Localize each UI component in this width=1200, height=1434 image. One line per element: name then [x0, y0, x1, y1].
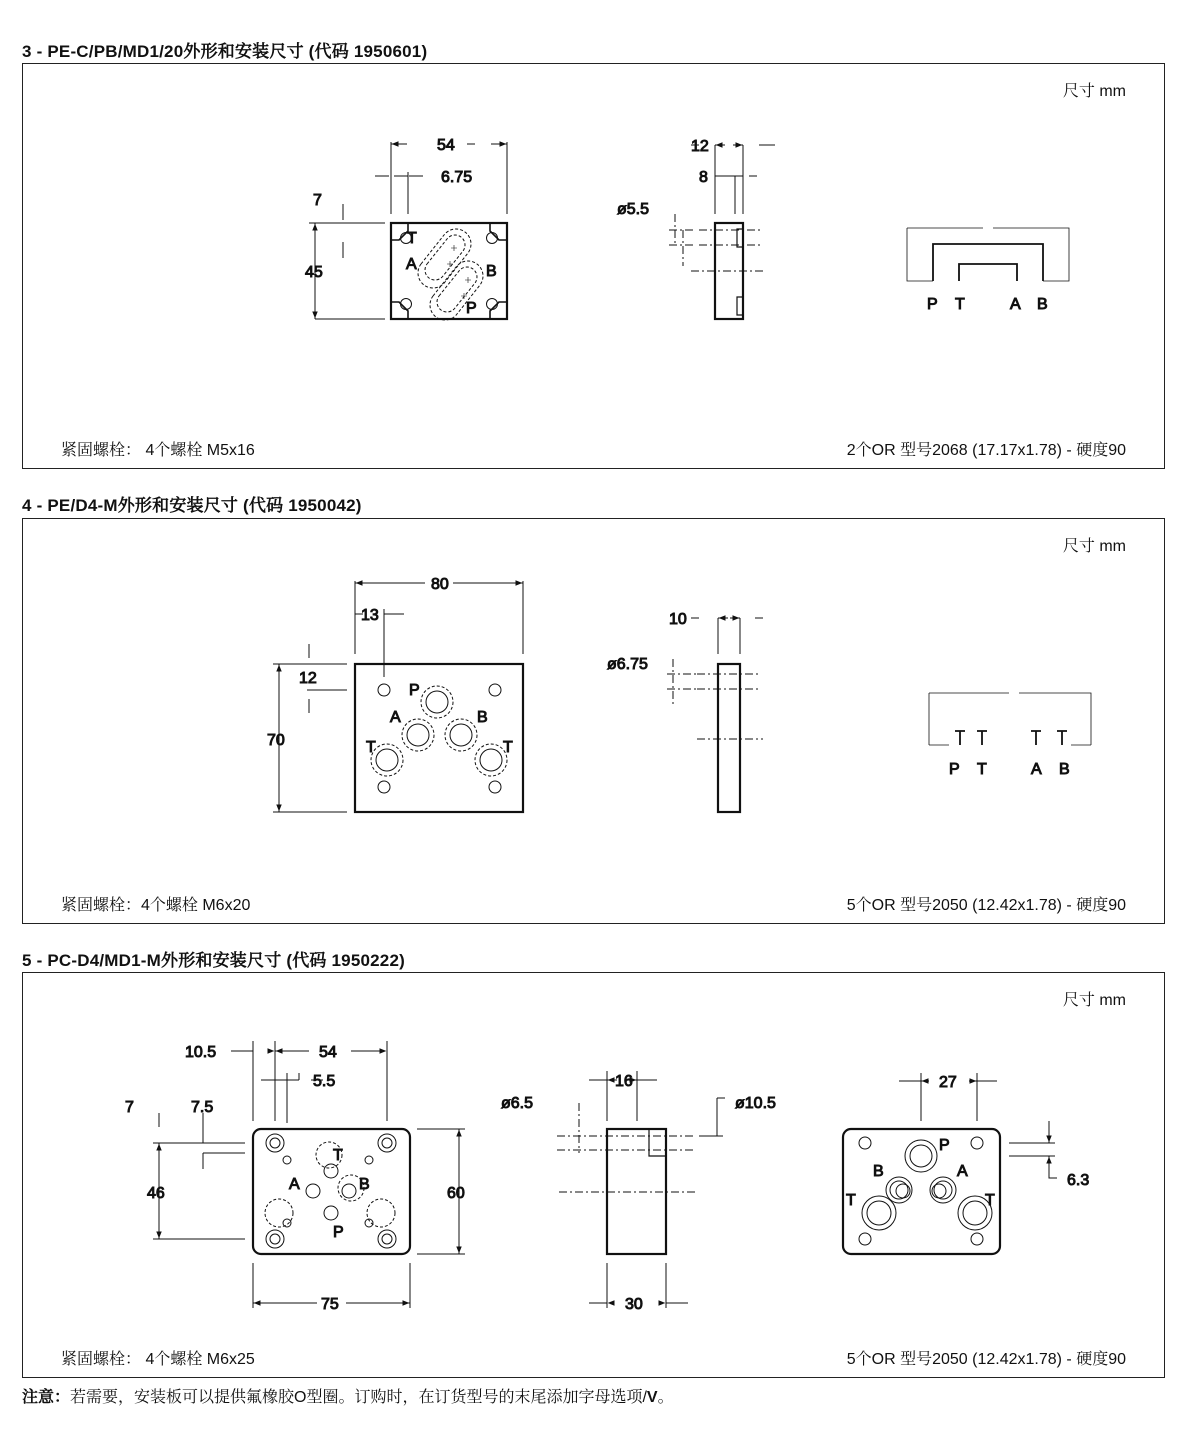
section-4-title: 4 - PE/D4-M外形和安装尺寸 (代码 1950042) [22, 496, 362, 515]
schematic-port-b: B [1037, 296, 1048, 313]
port-b: B [486, 263, 497, 280]
port-a: A [390, 709, 401, 726]
note-end: 。 [657, 1389, 674, 1406]
unit-label: 尺寸 mm [1062, 992, 1126, 1009]
dim-dia2: ø10.5 [735, 1095, 776, 1112]
schematic-port-a: A [1010, 296, 1021, 313]
port-right-a: A [957, 1163, 968, 1180]
port-right-b: B [873, 1163, 884, 1180]
dim-dia: ø6.75 [607, 656, 648, 673]
oring-spec: 5个OR 型号2050 (12.42x1.78) - 硬度90 [846, 1351, 1126, 1368]
section-4-drawing [23, 519, 1166, 925]
schematic-port-p: P [927, 296, 938, 313]
dim-width: 54 [437, 137, 455, 154]
bolts-spec: 紧固螺栓：4个螺栓 M6x20 [61, 897, 251, 914]
dim-side-b: 30 [625, 1296, 643, 1313]
unit-label: 尺寸 mm [1062, 538, 1126, 555]
dim-height: 45 [305, 264, 323, 281]
dim-r-h: 6.3 [1067, 1172, 1090, 1189]
note-text: 若需要，安装板可以提供氟橡胶O型圈。订购时，在订货型号的末尾添加字母选项/ [70, 1389, 647, 1406]
plate-side-view [718, 664, 740, 812]
section-5-title: 5 - PC-D4/MD1-M外形和安装尺寸 (代码 1950222) [22, 951, 405, 970]
port-t2: T [503, 739, 513, 756]
schematic-port-t: T [955, 296, 965, 313]
port-circles [265, 1142, 395, 1227]
note-suffix: V [646, 1389, 658, 1406]
dim-side-w: 10 [669, 611, 687, 628]
port-b: B [477, 709, 488, 726]
dim-width2: 75 [321, 1296, 339, 1313]
port-a: A [406, 256, 417, 273]
dim-top: 7 [125, 1099, 134, 1116]
mount-holes [266, 1134, 396, 1248]
note-label: 注意： [22, 1389, 71, 1406]
mount-hole [487, 299, 498, 310]
dim-offset: 13 [361, 607, 379, 624]
unit-label: 尺寸 mm [1062, 83, 1126, 100]
dim-height2: 60 [447, 1185, 465, 1202]
bolts-spec: 紧固螺栓： 4个螺栓 M6x25 [61, 1351, 255, 1368]
oring-spec: 5个OR 型号2050 (12.42x1.78) - 硬度90 [846, 897, 1126, 914]
dim-top: 12 [299, 670, 317, 687]
schematic-port-b: B [1059, 761, 1070, 778]
port-t1: T [366, 739, 376, 756]
bolts-spec: 紧固螺栓： 4个螺栓 M5x16 [61, 442, 255, 459]
port-p: P [333, 1224, 344, 1241]
oval-port-left [418, 229, 471, 288]
port-t: T [407, 230, 417, 247]
section-3-drawing [23, 64, 1166, 470]
dim-r-w: 27 [939, 1074, 957, 1091]
port-right-p: P [939, 1137, 950, 1154]
dim-width: 80 [431, 576, 449, 593]
dim-height: 46 [147, 1185, 165, 1202]
port-t: T [333, 1147, 343, 1164]
mount-hole [401, 299, 412, 310]
mount-hole [378, 684, 390, 696]
mount-hole [378, 781, 390, 793]
section-5-drawing [23, 973, 1166, 1379]
port-p: P [466, 300, 477, 317]
section-5-panel [22, 972, 1165, 1378]
mount-hole [487, 233, 498, 244]
dim-side-w: 16 [615, 1073, 633, 1090]
port-b: B [359, 1176, 370, 1193]
dim-dia1: ø6.5 [501, 1095, 534, 1112]
port-circles [371, 686, 507, 776]
mount-holes [859, 1137, 983, 1245]
port-right-t2: T [985, 1192, 995, 1209]
dim-top: 7 [313, 192, 322, 209]
mount-hole [489, 781, 501, 793]
schematic-port-p: P [949, 761, 960, 778]
dim-offset: 10.5 [185, 1044, 217, 1061]
oring-spec: 2个OR 型号2068 (17.17x1.78) - 硬度90 [846, 442, 1126, 459]
dim-dia: ø5.5 [617, 201, 650, 218]
section-4-panel [22, 518, 1165, 924]
dim-width: 54 [319, 1044, 337, 1061]
dim-s: 5.5 [313, 1073, 336, 1090]
dim-top2: 7.5 [191, 1099, 214, 1116]
dim-offset: 6.75 [441, 169, 473, 186]
schematic-port-t: T [977, 761, 987, 778]
port-p: P [409, 682, 420, 699]
port-circles [862, 1140, 992, 1230]
plate-rear-view [843, 1129, 1000, 1254]
dim-side-i: 8 [699, 169, 708, 186]
dim-side-w: 12 [691, 138, 709, 155]
port-right-t1: T [846, 1192, 856, 1209]
section-3-panel [22, 63, 1165, 469]
footnote [22, 1384, 674, 1407]
mount-hole [489, 684, 501, 696]
dim-height: 70 [267, 732, 285, 749]
section-3-title: 3 - PE-C/PB/MD1/20外形和安装尺寸 (代码 1950601) [22, 42, 428, 61]
schematic-port-a: A [1031, 761, 1042, 778]
port-a: A [289, 1176, 300, 1193]
